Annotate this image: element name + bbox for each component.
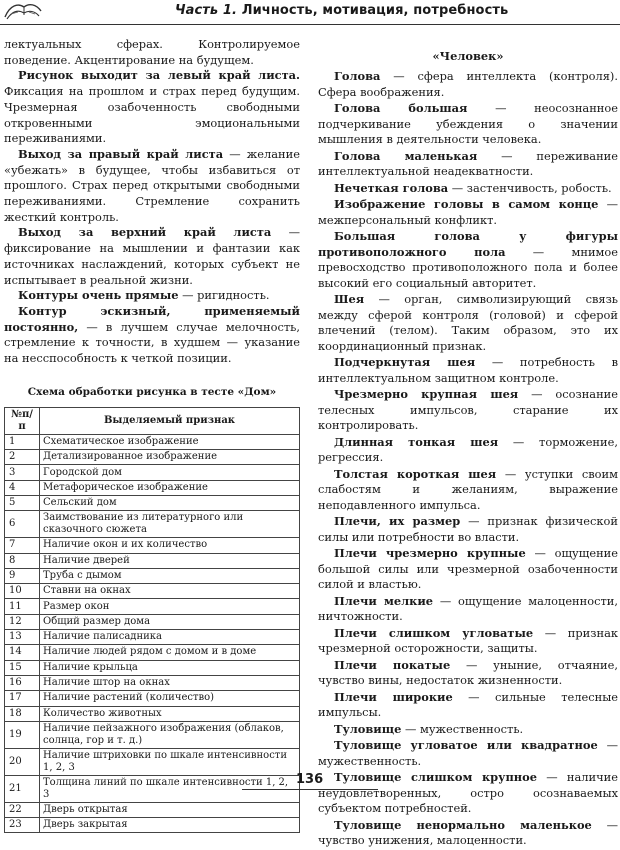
page-number: 136: [296, 772, 324, 787]
paragraph: [318, 594, 618, 625]
paragraph: [318, 197, 618, 228]
row-feature: Наличие палисадника: [40, 630, 300, 645]
table-row: [5, 721, 300, 748]
paragraph: [318, 658, 618, 689]
paragraph: [4, 147, 300, 226]
paragraph-term: Плечи слишком угловатые: [334, 625, 534, 640]
paragraph-text: — признак чрезмерной осторожности, защиты.: [318, 625, 618, 655]
row-feature: Детализированное изображение: [40, 450, 300, 465]
row-number: 3: [5, 465, 40, 480]
row-feature: Наличие штор на окнах: [40, 675, 300, 690]
paragraph-text: — ощущение большой силы или чрезмерной озабоченности силой и властью.: [318, 546, 618, 591]
row-number: 23: [5, 818, 40, 833]
row-number: 6: [5, 511, 40, 538]
paragraph-term: Шея: [334, 292, 365, 306]
paragraph: [4, 37, 300, 68]
row-feature: Схематическое изображение: [40, 434, 300, 449]
table-row: [5, 538, 300, 553]
table-title: Схема обработки рисунка в тесте «Дом»: [27, 385, 277, 398]
paragraph-text: — фиксирование на мышлении и фантазии как источниках наслаждений, которых субъект не испытывает в реальной жизни.: [4, 225, 300, 287]
header-title-part: Часть 1.: [175, 3, 238, 18]
paragraph-term: Толстая короткая шея: [334, 466, 497, 481]
row-number: 22: [5, 802, 40, 817]
row-feature: Наличие окон и их количество: [40, 538, 300, 553]
paragraph: [4, 68, 300, 147]
paragraph-term: Плечи мелкие: [334, 593, 434, 608]
paragraph: [318, 101, 618, 148]
table-row: [5, 450, 300, 465]
table-header-num: №п/п: [5, 407, 40, 434]
page-header: [0, 0, 620, 24]
table-header-feature: Выделяемый признак: [40, 407, 300, 434]
paragraph-term: Длинная тонкая шея: [334, 434, 499, 449]
paragraph-text: — уступки своим слабостям и желаниям, выражение неподавленного импульса.: [318, 466, 618, 512]
row-number: 20: [5, 748, 40, 775]
paragraph-term: Туловище ненормально маленькое: [334, 817, 592, 832]
paragraph-term: Плечи, их размер: [334, 514, 461, 528]
paragraph-text: — торможение, регрессия.: [318, 434, 618, 464]
header-title: [175, 3, 508, 18]
table-row: [5, 511, 300, 538]
paragraph-term: Туловище слишком крупное: [334, 770, 537, 784]
paragraph-text: — сфера интеллекта (контроля). Сфера воображения.: [318, 69, 618, 99]
paragraph: [318, 69, 618, 100]
table-row: [5, 675, 300, 690]
row-number: 21: [5, 775, 40, 802]
paragraph-text: лектуальных сферах. Контролируемое поведение. Акцентирование на будущем.: [4, 37, 300, 67]
paragraph-text: — признак физической силы или потребности во власти.: [318, 514, 618, 544]
row-feature: Дверь закрытая: [40, 818, 300, 833]
table-row: [5, 818, 300, 833]
row-number: 19: [5, 721, 40, 748]
paragraph-text: — межперсональный конфликт.: [318, 197, 618, 227]
paragraph-term: Плечи широкие: [334, 689, 453, 704]
paragraph-text: — потребность в интеллектуальном защитном контроле.: [318, 355, 619, 385]
paragraph: [318, 690, 618, 721]
table-row: [5, 553, 300, 568]
paragraph-text: — ригидность.: [178, 288, 270, 303]
paragraph-text: — в лучшем случае мелочность, стремление к точности, в худшем — указание на несспособность к четкой позиции.: [4, 319, 300, 366]
paragraph-text: — наличие неудовлетворенных, остро осознаваемых субъектом потребностей.: [318, 770, 618, 815]
paragraph: [318, 770, 618, 817]
paragraph-term: Голова большая: [334, 101, 468, 115]
paragraph: [318, 722, 618, 738]
row-number: 5: [5, 495, 40, 510]
row-feature: Наличие штриховки по шкале интенсивности 1, 2, 3: [40, 748, 300, 775]
paragraph-text: Фиксация на прошлом и страх перед будущим. Чрезмерная озабоченность свободными откровенными эмоциональными переживаниями.: [4, 84, 300, 146]
paragraph-term: Туловище: [334, 721, 402, 736]
paragraph: [4, 304, 300, 367]
row-number: 12: [5, 614, 40, 629]
paragraph-term: Выход за правый край листа: [18, 146, 224, 161]
paragraph: [318, 738, 618, 769]
paragraph: [318, 387, 618, 434]
paragraph-term: Плечи чрезмерно крупные: [334, 546, 526, 560]
row-number: 11: [5, 599, 40, 614]
paragraph-term: Голова маленькая: [334, 148, 478, 163]
row-number: 9: [5, 568, 40, 583]
paragraph-text: — мужественность.: [318, 738, 619, 768]
paragraph: [318, 229, 618, 291]
paragraph-text: — ощущение малоценности, ничтожности.: [318, 593, 618, 623]
row-feature: Наличие людей рядом с домом и в доме: [40, 645, 300, 660]
book-logo-icon: [2, 1, 44, 23]
row-feature: Количество животных: [40, 706, 300, 721]
table-row: [5, 748, 300, 775]
paragraph: [318, 818, 618, 849]
row-number: 4: [5, 480, 40, 495]
row-number: 18: [5, 706, 40, 721]
paragraph-term: Голова: [334, 69, 381, 83]
header-divider: [0, 24, 620, 25]
paragraph-term: Чрезмерно крупная шея: [334, 387, 519, 401]
row-feature: Сельский дом: [40, 495, 300, 510]
table-header-row: [5, 407, 300, 434]
paragraph-term: Контур эскизный, применяемый постоянно,: [4, 303, 300, 334]
paragraph: [318, 546, 618, 593]
paragraph-text: — мнимое превосходство противоположного пола и более высокий его социальный авторитет.: [318, 244, 618, 290]
table-row: [5, 465, 300, 480]
row-feature: Метафорическое изображение: [40, 480, 300, 495]
row-feature: Наличие пейзажного изображения (облаков, солнца, гор и т. д.): [40, 721, 300, 748]
header-title-text: Личность, мотивация, потребность: [237, 3, 509, 18]
row-number: 16: [5, 675, 40, 690]
house-test-table: [4, 407, 300, 834]
row-number: 2: [5, 450, 40, 465]
paragraph-term: Подчеркнутая шея: [334, 355, 476, 369]
row-feature: Наличие дверей: [40, 553, 300, 568]
row-feature: Труба с дымом: [40, 568, 300, 583]
paragraph-text: — мужественность.: [401, 721, 524, 736]
table-row: [5, 645, 300, 660]
paragraph: [318, 514, 618, 545]
paragraph-text: — уныние, отчаяние, чувство вины, недостаток жизненности.: [318, 657, 618, 687]
paragraph-term: Контуры очень прямые: [18, 288, 179, 303]
paragraph-text: — чувство унижения, малоценности.: [318, 817, 618, 847]
paragraph-text: — неосознанное подчеркивание убеждения о значении мышления в деятельности человека.: [318, 101, 618, 146]
right-paragraphs: [318, 69, 618, 849]
row-number: 7: [5, 538, 40, 553]
row-feature: Дверь открытая: [40, 802, 300, 817]
paragraph-text: — орган, символизирующий связь между сферой контроля (головой) и сферой влечений (телом). Таким образом, это их координационный признак.: [318, 292, 618, 353]
paragraph: [4, 225, 300, 288]
row-feature: Городской дом: [40, 465, 300, 480]
row-number: 13: [5, 630, 40, 645]
table-body: [5, 434, 300, 833]
row-feature: Общий размер дома: [40, 614, 300, 629]
paragraph-term: Плечи покатые: [334, 657, 451, 672]
paragraph-term: Рисунок выходит за левый край листа.: [18, 68, 300, 83]
left-paragraphs: [4, 37, 300, 367]
paragraph-text: — застенчивость, робость.: [448, 180, 612, 195]
table-row: [5, 614, 300, 629]
paragraph: [318, 149, 618, 180]
paragraph: [318, 467, 618, 514]
row-feature: Наличие растений (количество): [40, 691, 300, 706]
row-feature: Наличие крыльца: [40, 660, 300, 675]
table-row: [5, 495, 300, 510]
row-number: 15: [5, 660, 40, 675]
table-row: [5, 660, 300, 675]
row-number: 1: [5, 434, 40, 449]
table-row: [5, 691, 300, 706]
table-row: [5, 480, 300, 495]
row-feature: Ставни на окнах: [40, 584, 300, 599]
paragraph-term: Изображение головы в самом конце: [334, 197, 599, 211]
table-row: [5, 434, 300, 449]
table-row: [5, 599, 300, 614]
paragraph-term: Выход за верхний край листа: [18, 225, 272, 240]
paragraph: [318, 626, 618, 657]
row-number: 14: [5, 645, 40, 660]
table-row: [5, 706, 300, 721]
footer-divider: [242, 789, 378, 790]
table-row: [5, 802, 300, 817]
paragraph-text: — желание «убежать» в будущее, чтобы избавиться от прошлого. Страх перед открытыми свободными переживаниями. Стремление сохранить жесткий контроль.: [4, 146, 300, 224]
paragraph: [318, 355, 618, 386]
row-feature: Заимствование из литературного или сказочного сюжета: [40, 511, 300, 538]
paragraph-term: Большая голова у фигуры противоположного пола: [318, 229, 618, 259]
table-row: [5, 568, 300, 583]
paragraph: [318, 292, 618, 354]
paragraph-text: — сильные телесные импульсы.: [318, 689, 619, 719]
paragraph: [4, 288, 300, 304]
paragraph: [318, 435, 618, 466]
paragraph-term: Туловище угловатое или квадратное: [334, 738, 598, 752]
right-column: [318, 49, 618, 850]
row-feature: Размер окон: [40, 599, 300, 614]
left-column: [4, 37, 300, 833]
table-row: [5, 584, 300, 599]
row-number: 17: [5, 691, 40, 706]
paragraph: [318, 181, 618, 197]
paragraph-term: Нечеткая голова: [334, 180, 449, 195]
row-number: 10: [5, 584, 40, 599]
row-feature: Толщина линий по шкале интенсивности 1, 2, 3: [40, 775, 300, 802]
paragraph-text: — переживание интеллектуальной неадекватности.: [318, 148, 618, 178]
row-number: 8: [5, 553, 40, 568]
table-row: [5, 630, 300, 645]
paragraph-text: — осознание телесных импульсов, старание их контролировать.: [318, 387, 618, 432]
section-title-human: «Человек»: [432, 49, 504, 63]
